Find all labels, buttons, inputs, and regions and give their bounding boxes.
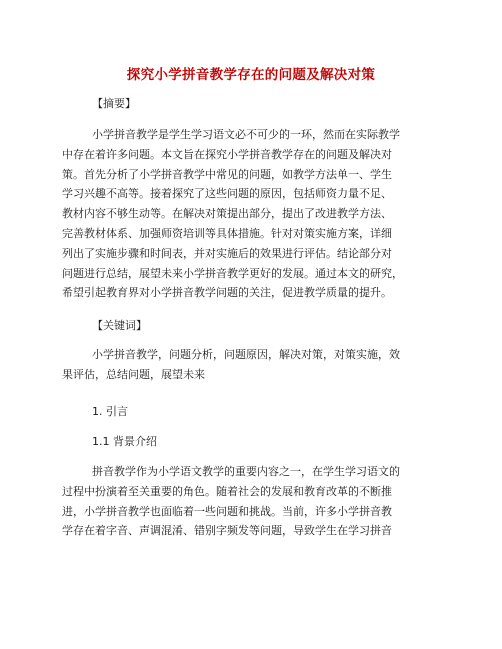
background-line: 拼音教学作为小学语文教学的重要内容之一，在学生学习语文的 (92, 465, 400, 478)
background-line: 学存在着字音、声调混淆、错别字频发等问题，导致学生在学习拼音 (62, 524, 392, 538)
keywords-paragraph (62, 345, 447, 385)
abstract-line: 希望引起教育界对小学拼音教学问题的关注，促进教学质量的提升。 (62, 286, 392, 300)
abstract-line: 中存在着许多问题。本文旨在探究小学拼音教学存在的问题及解决对 (62, 147, 392, 161)
background-paragraph (62, 462, 447, 541)
abstract-line: 小学拼音教学是学生学习语文必不可少的一环，然而在实际教学 (92, 128, 400, 141)
abstract-line: 学习兴趣不高等。接着探究了这些问题的原因，包括师资力量不足、 (62, 187, 392, 201)
keywords-line: 小学拼音教学，问题分析，问题原因，解决对策，对策实施，效 (92, 348, 400, 361)
abstract-line: 策。首先分析了小学拼音教学中常见的问题，如教学方法单一、学生 (62, 167, 392, 181)
section-1-heading: 1. 引言 (92, 405, 128, 418)
document-title: 探究小学拼音教学存在的问题及解决对策 (126, 67, 376, 83)
abstract-line: 教材内容不够生动等。在解决对策提出部分，提出了改进教学方法、 (62, 207, 392, 221)
abstract-line: 完善教材体系、加强师资培训等具体措施。针对对策实施方案，详细 (62, 226, 392, 240)
keywords-label: 【关键词】 (92, 319, 147, 332)
background-line: 过程中扮演着至关重要的角色。随着社会的发展和教育改革的不断推 (62, 484, 392, 498)
abstract-paragraph (62, 125, 447, 303)
abstract-label: 【摘要】 (92, 97, 136, 110)
abstract-line: 列出了实施步骤和时间表，并对实施后的效果进行评估。结论部分对 (62, 246, 392, 260)
section-1-1-heading: 1.1 背景介绍 (92, 435, 157, 448)
keywords-line: 果评估，总结问题，展望未来 (62, 367, 205, 381)
abstract-line: 问题进行总结，展望未来小学拼音教学更好的发展。通过本文的研究， (62, 266, 403, 280)
background-line: 进，小学拼音教学也面临着一些问题和挑战。当前，许多小学拼音教 (62, 504, 392, 518)
